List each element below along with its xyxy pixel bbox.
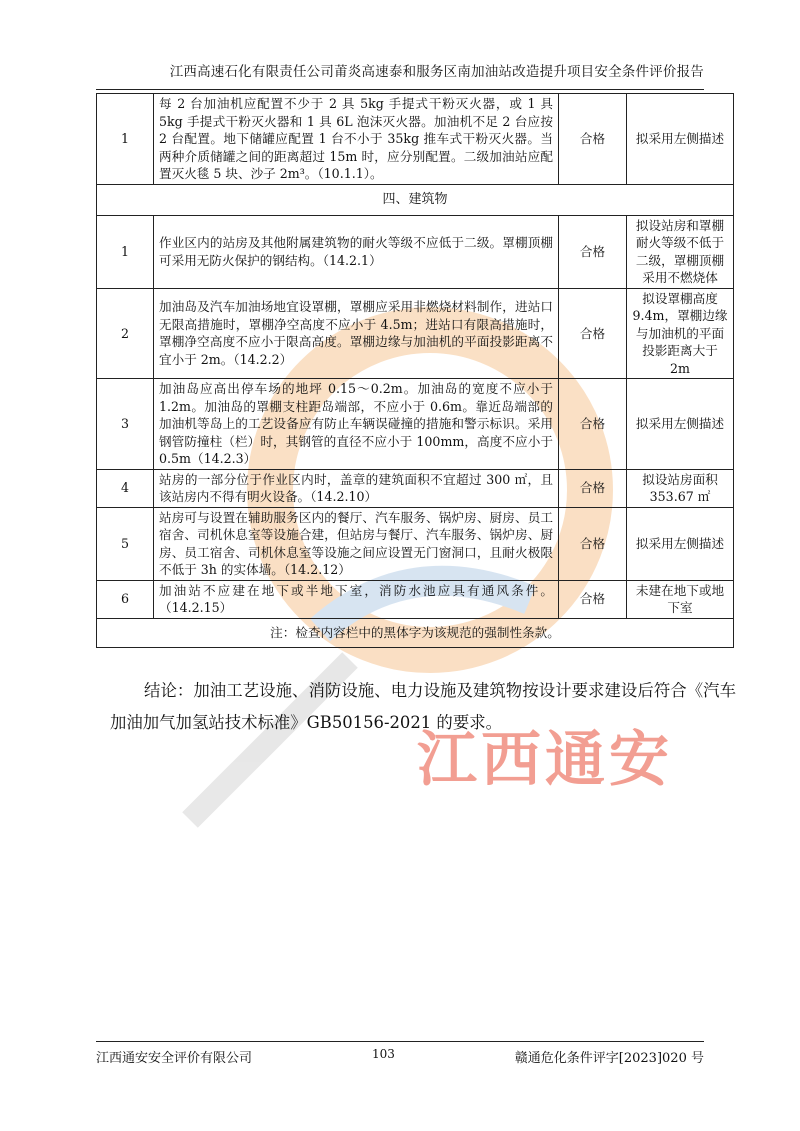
item-actual-situation: 未建在地下或地下室 [627, 580, 734, 618]
table-note-row [97, 618, 734, 647]
item-content: 加油站不应建在地下或半地下室，消防水池应具有通风条件。（14.2.15） [154, 580, 559, 618]
item-actual-situation: 拟采用左侧描述 [627, 94, 734, 185]
watermark-text: 江西通安 [417, 725, 673, 795]
item-result: 合格 [559, 215, 627, 288]
item-number: 1 [97, 215, 154, 288]
item-actual-situation: 拟采用左侧描述 [627, 379, 734, 470]
page-header [96, 60, 704, 90]
report-title: 江西高速石化有限责任公司莆炎高速泰和服务区南加油站改造提升项目安全条件评价报告 [169, 64, 704, 80]
item-number: 2 [97, 288, 154, 379]
item-actual-situation: 拟设站房和罩棚耐火等级不低于二级，罩棚顶棚采用不燃烧体 [627, 215, 734, 288]
item-content: 站房可与设置在辅助服务区内的餐厅、汽车服务、锅炉房、厨房、员工宿舍、司机休息室等设施合建，但站房与餐厅、汽车服务、锅炉房、厨房、员工宿舍、司机休息室等设施之间应设置无门窗洞口，且耐火极限不低于 3h 的实体墙。（14.2.12） [154, 507, 559, 580]
item-actual-situation: 拟采用左侧描述 [627, 507, 734, 580]
item-result: 合格 [559, 469, 627, 507]
table-section-row [97, 184, 734, 215]
table-row [97, 288, 734, 379]
table-row [97, 507, 734, 580]
item-result: 合格 [559, 288, 627, 379]
inspection-table [96, 93, 734, 648]
item-result: 合格 [559, 379, 627, 470]
item-content: 作业区内的站房及其他附属建筑物的耐火等级不应低于二级。罩棚顶棚可采用无防火保护的钢结构。（14.2.1） [154, 215, 559, 288]
item-number: 6 [97, 580, 154, 618]
item-content: 每 2 台加油机应配置不少于 2 具 5kg 手提式干粉灭火器，或 1 具 5kg 手提式干粉灭火器和 1 具 6L 泡沫灭火器。加油机不足 2 台应按 2 台配置。地下储罐应配置 1 台不小于 35kg 推车式干粉灭火器。当两种介质储罐之间的距离超过 15m 时，应分别配置。二级加油站应配置灭火毯 5 块、沙子 2m³。（10.1.1）。 [154, 94, 559, 185]
item-content: 加油岛应高出停车场的地坪 0.15～0.2m。加油岛的宽度不应小于 1.2m。加油岛的罩棚支柱距岛端部，不应小于 0.6m。靠近岛端部的加油机等岛上的工艺设备应有防止车辆误碰撞的措施和警示标识。采用钢管防撞柱（栏）时，其钢管的直径不应小于 100mm，高度不应小于 0.5m（14.2.3） [154, 379, 559, 470]
item-actual-situation: 拟设罩棚高度 9.4m，罩棚边缘与加油机的平面投影距离大于 2m [627, 288, 734, 379]
item-result: 合格 [559, 580, 627, 618]
item-result: 合格 [559, 507, 627, 580]
section-heading: 四、建筑物 [97, 184, 734, 215]
item-content: 加油岛及汽车加油场地宜设罩棚，罩棚应采用非燃烧材料制作，进站口无限高措施时，罩棚净空高度不应小于 4.5m；进站口有限高措施时，罩棚净空高度不应小于限高高度。罩棚边缘与加油机的平面投影距离不宜小于 2m。（14.2.2） [154, 288, 559, 379]
table-row [97, 94, 734, 185]
table-row [97, 580, 734, 618]
item-number: 4 [97, 469, 154, 507]
inspection-table-body [97, 94, 734, 648]
table-note: 注：检查内容栏中的黑体字为该规范的强制性条款。 [97, 618, 734, 647]
table-row [97, 379, 734, 470]
item-number: 5 [97, 507, 154, 580]
item-result: 合格 [559, 94, 627, 185]
footer-doc-number: 赣通危化条件评字[2023]020 号 [514, 1051, 704, 1066]
conclusion-paragraph: 结论：加油工艺设施、消防设施、电力设施及建筑物按设计要求建设后符合《汽车加油加气加氢站技术标准》GB50156-2021 的要求。 [110, 681, 736, 732]
item-number: 1 [97, 94, 154, 185]
page-number: 103 [371, 1047, 395, 1061]
page-footer [96, 1041, 704, 1066]
table-row [97, 469, 734, 507]
table-row [97, 215, 734, 288]
item-number: 3 [97, 379, 154, 470]
footer-company: 江西通安安全评价有限公司 [96, 1051, 253, 1066]
item-content: 站房的一部分位于作业区内时，盖章的建筑面积不宜超过 300 ㎡，且该站房内不得有明火设备。（14.2.10） [154, 469, 559, 507]
item-actual-situation: 拟设站房面积 353.67 ㎡ [627, 469, 734, 507]
